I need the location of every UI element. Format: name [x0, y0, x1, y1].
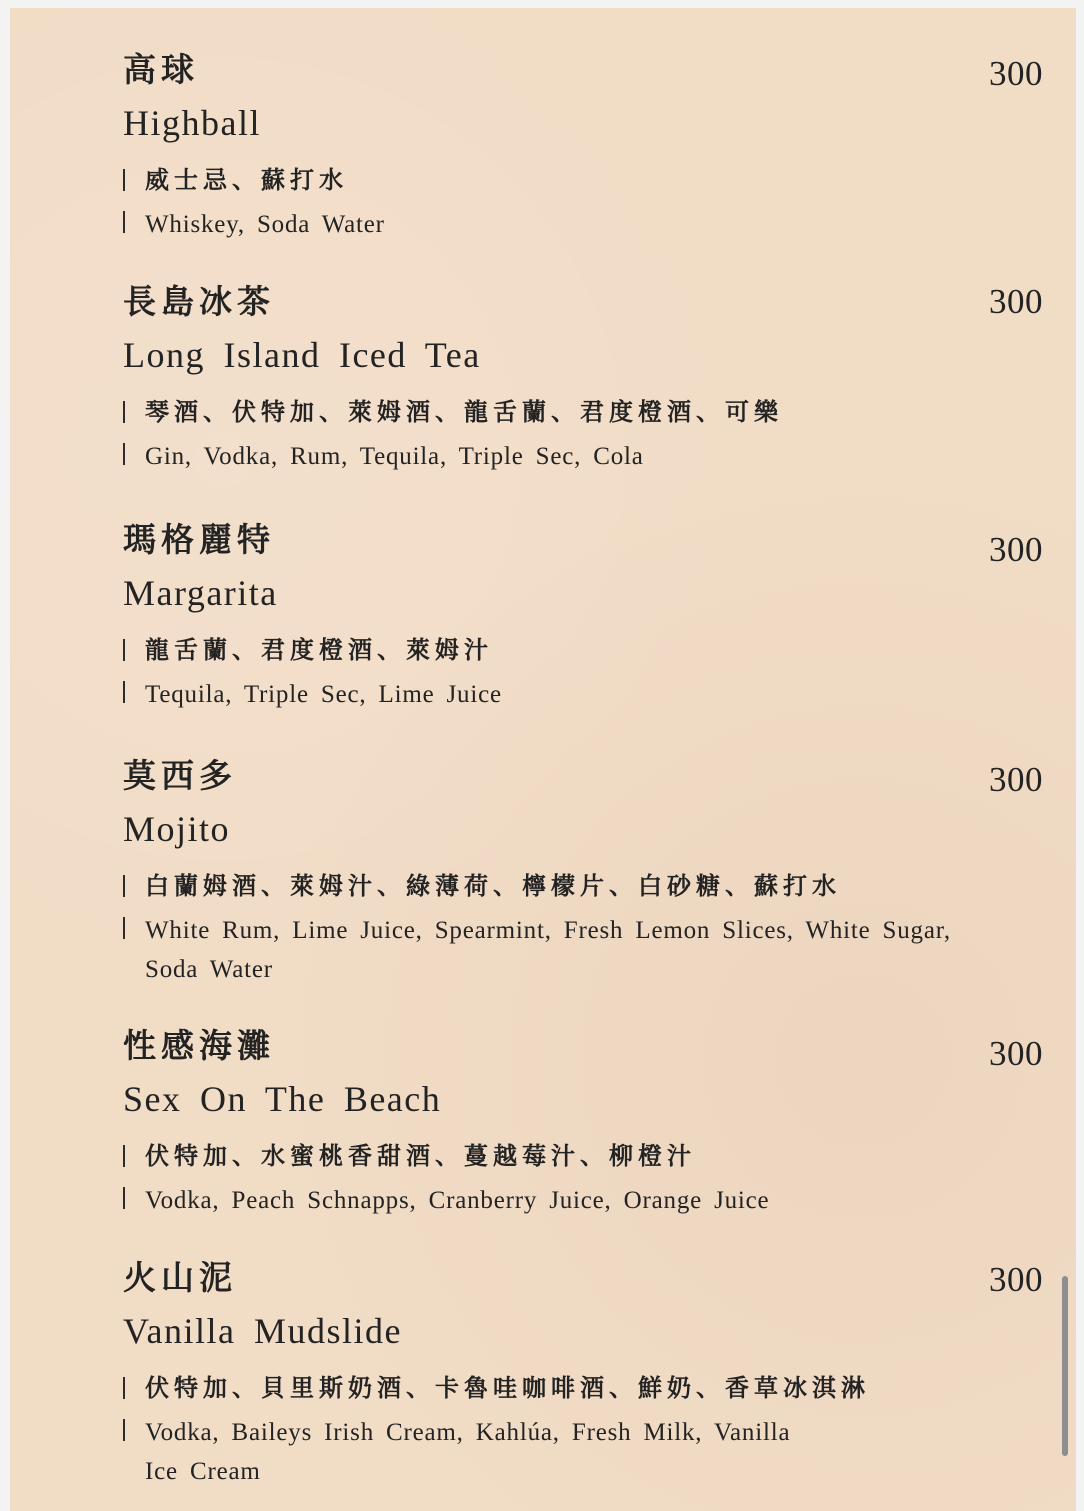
menu-item-vanilla-mudslide [123, 1258, 1043, 1491]
item-name-zh: 莫西多 [123, 756, 237, 795]
item-name-zh: 高球 [123, 50, 199, 89]
item-name-zh: 瑪格麗特 [123, 520, 275, 559]
item-name-zh: 火山泥 [123, 1258, 237, 1297]
ingredients-en: Tequila, Triple Sec, Lime Juice [123, 675, 925, 714]
item-name-en: Margarita [123, 573, 278, 613]
ingredients-en: Gin, Vodka, Rum, Tequila, Triple Sec, Cola [123, 437, 925, 476]
item-price: 300 [989, 282, 1043, 321]
ingredients-zh: 龍舌蘭、君度橙酒、萊姆汁 [123, 633, 1043, 667]
item-name-zh: 性感海灘 [123, 1026, 275, 1065]
menu-item-sex-on-the-beach [123, 1026, 1043, 1220]
menu-item-margarita [123, 520, 1043, 714]
ingredients-zh: 伏特加、貝里斯奶酒、卡魯哇咖啡酒、鮮奶、香草冰淇淋 [123, 1371, 1043, 1405]
item-name-en: Sex On The Beach [123, 1079, 442, 1119]
ingredients-en: Vodka, Peach Schnapps, Cranberry Juice, Orange Juice [123, 1181, 935, 1220]
item-price: 300 [989, 530, 1043, 569]
item-price: 300 [989, 54, 1043, 93]
ingredients-en: White Rum, Lime Juice, Spearmint, Fresh Lemon Slices, White Sugar, Soda Water [123, 911, 960, 989]
menu-page [10, 8, 1076, 1511]
item-price: 300 [989, 1034, 1043, 1073]
item-name-en: Highball [123, 103, 261, 143]
ingredients-zh: 白蘭姆酒、萊姆汁、綠薄荷、檸檬片、白砂糖、蘇打水 [123, 869, 1043, 903]
item-price: 300 [989, 1260, 1043, 1299]
item-name-en: Mojito [123, 809, 231, 849]
vertical-scrollbar[interactable] [1062, 1276, 1068, 1456]
menu-item-mojito [123, 756, 1043, 989]
ingredients-zh: 琴酒、伏特加、萊姆酒、龍舌蘭、君度橙酒、可樂 [123, 395, 1043, 429]
ingredients-zh: 威士忌、蘇打水 [123, 163, 1043, 197]
item-name-en: Vanilla Mudslide [123, 1311, 402, 1351]
ingredients-en: Vodka, Baileys Irish Cream, Kahlúa, Fresh Milk, Vanilla Ice Cream [123, 1413, 835, 1491]
item-name-zh: 長島冰茶 [123, 282, 275, 321]
item-price: 300 [989, 760, 1043, 799]
menu-item-long-island [123, 282, 1043, 476]
item-name-en: Long Island Iced Tea [123, 335, 481, 375]
ingredients-zh: 伏特加、水蜜桃香甜酒、蔓越莓汁、柳橙汁 [123, 1139, 1043, 1173]
menu-item-highball [123, 50, 1043, 244]
ingredients-en: Whiskey, Soda Water [123, 205, 925, 244]
